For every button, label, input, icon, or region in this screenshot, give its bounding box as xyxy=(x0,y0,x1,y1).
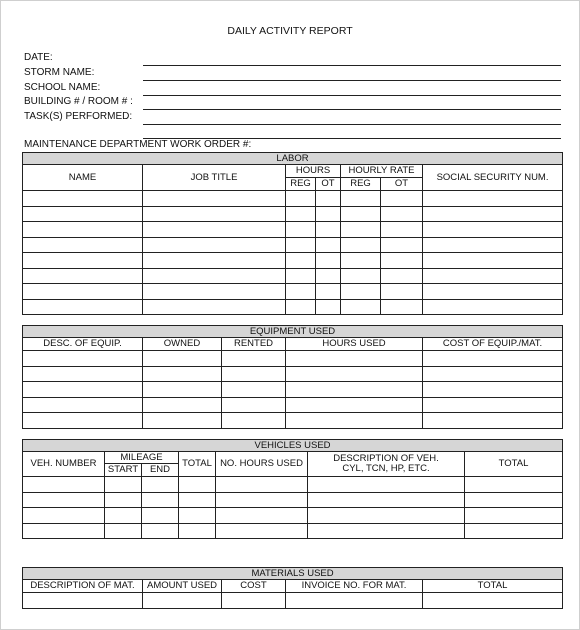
vehicles-total-header: TOTAL xyxy=(465,452,563,477)
school-name-label: SCHOOL NAME: xyxy=(24,82,101,93)
materials-desc-header: DESCRIPTION OF MAT. xyxy=(23,580,143,593)
labor-rows[interactable] xyxy=(23,191,563,315)
equipment-title: EQUIPMENT USED xyxy=(23,326,563,338)
labor-rate-ot-header: OT xyxy=(381,178,423,191)
table-row[interactable] xyxy=(23,222,563,238)
table-row[interactable] xyxy=(23,413,563,429)
equipment-table xyxy=(22,325,563,429)
labor-hours-header: HOURS xyxy=(286,165,341,178)
equipment-rented-header: RENTED xyxy=(222,338,286,351)
equipment-desc-header: DESC. OF EQUIP. xyxy=(23,338,143,351)
table-row[interactable] xyxy=(23,253,563,269)
materials-rows[interactable] xyxy=(23,593,563,609)
labor-job-title-header: JOB TITLE xyxy=(143,165,286,191)
vehicles-mileage-header: MILEAGE xyxy=(105,452,179,464)
storm-name-field[interactable] xyxy=(143,80,561,81)
table-row[interactable] xyxy=(23,351,563,367)
materials-amount-header: AMOUNT USED xyxy=(143,580,222,593)
labor-hours-reg-header: REG xyxy=(286,178,316,191)
equipment-cost-header: COST OF EQUIP./MAT. xyxy=(423,338,563,351)
labor-rate-reg-header: REG xyxy=(341,178,381,191)
school-name-field[interactable] xyxy=(143,95,561,96)
date-field[interactable] xyxy=(143,65,561,66)
vehicles-start-header: START xyxy=(105,464,142,477)
table-row[interactable] xyxy=(23,508,563,524)
table-row[interactable] xyxy=(23,477,563,493)
equipment-rows[interactable] xyxy=(23,351,563,429)
work-order-label: MAINTENANCE DEPARTMENT WORK ORDER #: xyxy=(24,139,252,150)
vehicles-number-header: VEH. NUMBER xyxy=(23,452,105,477)
table-row[interactable] xyxy=(23,397,563,413)
vehicles-description-header xyxy=(308,452,465,477)
tasks-performed-label: TASK(S) PERFORMED: xyxy=(24,111,133,122)
table-row[interactable] xyxy=(23,299,563,315)
equipment-owned-header: OWNED xyxy=(143,338,222,351)
table-row[interactable] xyxy=(23,593,563,609)
equipment-hours-header: HOURS USED xyxy=(286,338,423,351)
table-row[interactable] xyxy=(23,382,563,398)
table-row[interactable] xyxy=(23,492,563,508)
labor-hours-ot-header: OT xyxy=(316,178,341,191)
labor-table xyxy=(22,152,563,315)
materials-cost-header: COST xyxy=(222,580,286,593)
materials-total-header: TOTAL xyxy=(423,580,563,593)
labor-hourly-rate-header: HOURLY RATE xyxy=(341,165,423,178)
table-row[interactable] xyxy=(23,237,563,253)
table-row[interactable] xyxy=(23,191,563,207)
materials-invoice-header: INVOICE NO. FOR MAT. xyxy=(286,580,423,593)
tasks-performed-field[interactable] xyxy=(143,124,561,125)
vehicles-title: VEHICLES USED xyxy=(23,440,563,452)
date-label: DATE: xyxy=(24,52,53,63)
labor-ssn-header: SOCIAL SECURITY NUM. xyxy=(423,165,563,191)
labor-title: LABOR xyxy=(23,153,563,165)
materials-title: MATERIALS USED xyxy=(23,568,563,580)
labor-name-header: NAME xyxy=(23,165,143,191)
table-row[interactable] xyxy=(23,206,563,222)
vehicles-rows[interactable] xyxy=(23,477,563,539)
vehicles-hours-header: NO. HOURS USED xyxy=(216,452,308,477)
building-room-field[interactable] xyxy=(143,109,561,110)
table-row[interactable] xyxy=(23,366,563,382)
table-row[interactable] xyxy=(23,268,563,284)
vehicles-table xyxy=(22,439,563,539)
storm-name-label: STORM NAME: xyxy=(24,67,95,78)
report-title: DAILY ACTIVITY REPORT xyxy=(227,25,353,37)
table-row[interactable] xyxy=(23,523,563,539)
vehicles-desc-line1: DESCRIPTION OF VEH. xyxy=(333,453,439,465)
materials-table xyxy=(22,567,563,609)
vehicles-desc-line2: CYL, TCN, HP, ETC. xyxy=(342,463,430,474)
table-row[interactable] xyxy=(23,284,563,300)
vehicles-end-header: END xyxy=(142,464,179,477)
building-room-label: BUILDING # / ROOM # : xyxy=(24,96,133,107)
vehicles-mileage-total-header: TOTAL xyxy=(179,452,216,477)
